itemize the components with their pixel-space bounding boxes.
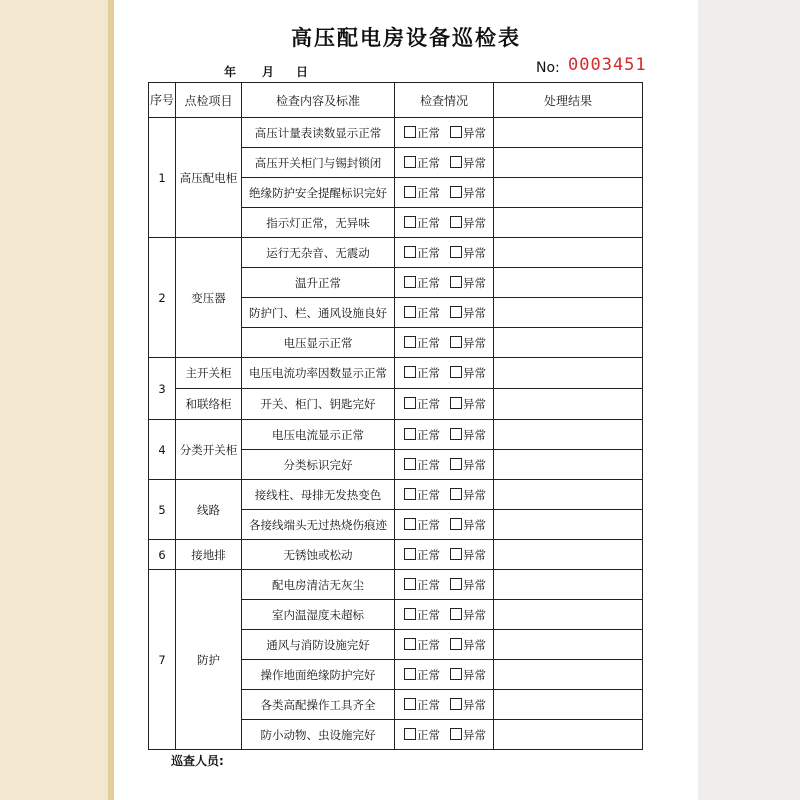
table-row <box>149 570 643 600</box>
abnormal-checkbox[interactable] <box>450 668 462 680</box>
result-cell[interactable] <box>494 420 643 450</box>
item-number: 7 <box>149 570 176 750</box>
abnormal-option[interactable] <box>450 365 486 381</box>
abnormal-option[interactable] <box>450 396 486 412</box>
normal-checkbox[interactable] <box>404 578 416 590</box>
check-content: 高压计量表读数显示正常 <box>242 118 395 148</box>
check-content: 配电房清洁无灰尘 <box>242 570 395 600</box>
normal-checkbox[interactable] <box>404 276 416 288</box>
normal-label: 正常 <box>417 667 440 682</box>
item-name: 接地排 <box>176 540 242 570</box>
normal-label: 正常 <box>417 366 440 380</box>
check-content: 绝缘防护安全提醒标识完好 <box>242 178 395 208</box>
normal-checkbox[interactable] <box>404 638 416 650</box>
header-item: 点检项目 <box>176 83 242 118</box>
abnormal-option[interactable] <box>450 517 486 533</box>
serial-no-label: No: <box>536 60 560 76</box>
normal-label: 正常 <box>417 487 440 502</box>
status-cell <box>395 148 494 178</box>
abnormal-label: 异常 <box>463 697 486 712</box>
normal-option[interactable] <box>404 727 440 743</box>
check-content: 开关、柜门、钥匙完好 <box>242 389 395 420</box>
abnormal-label: 异常 <box>463 727 486 742</box>
status-cell <box>395 238 494 268</box>
header-content: 检查内容及标准 <box>242 83 395 118</box>
normal-label: 正常 <box>417 245 440 260</box>
result-cell[interactable] <box>494 268 643 298</box>
abnormal-option[interactable] <box>450 427 486 443</box>
item-number: 5 <box>149 480 176 540</box>
abnormal-label: 异常 <box>463 185 486 200</box>
normal-label: 正常 <box>417 427 440 442</box>
check-content: 各接线端头无过热烧伤痕迹 <box>242 510 395 540</box>
table-row <box>149 480 643 510</box>
abnormal-option[interactable] <box>450 215 486 231</box>
normal-checkbox[interactable] <box>404 488 416 500</box>
normal-label: 正常 <box>417 185 440 200</box>
abnormal-checkbox[interactable] <box>450 728 462 740</box>
normal-label: 正常 <box>417 727 440 742</box>
item-number: 4 <box>149 420 176 480</box>
abnormal-label: 异常 <box>463 397 486 411</box>
normal-option[interactable] <box>404 697 440 713</box>
status-cell <box>395 118 494 148</box>
abnormal-option[interactable] <box>450 125 486 141</box>
abnormal-checkbox[interactable] <box>450 608 462 620</box>
normal-label: 正常 <box>417 697 440 712</box>
abnormal-label: 异常 <box>463 155 486 170</box>
status-cell <box>395 208 494 238</box>
header-seq: 序号 <box>149 83 176 118</box>
normal-label: 正常 <box>417 517 440 532</box>
status-cell <box>395 389 494 420</box>
item-name-top: 主开关柜 <box>176 358 241 389</box>
normal-option[interactable] <box>404 125 440 141</box>
check-content: 通风与消防设施完好 <box>242 630 395 660</box>
normal-label: 正常 <box>417 305 440 320</box>
check-content: 电压电流功率因数显示正常 <box>242 358 395 389</box>
abnormal-checkbox[interactable] <box>450 276 462 288</box>
abnormal-label: 异常 <box>463 547 486 562</box>
status-cell <box>395 298 494 328</box>
normal-checkbox[interactable] <box>404 458 416 470</box>
result-cell[interactable] <box>494 389 643 420</box>
abnormal-label: 异常 <box>463 335 486 350</box>
abnormal-checkbox[interactable] <box>450 156 462 168</box>
item-number: 3 <box>149 358 176 420</box>
check-content: 温升正常 <box>242 268 395 298</box>
normal-label: 正常 <box>417 637 440 652</box>
inspection-table <box>148 82 643 750</box>
abnormal-checkbox[interactable] <box>450 366 462 378</box>
check-content: 室内温湿度未超标 <box>242 600 395 630</box>
normal-checkbox[interactable] <box>404 366 416 378</box>
normal-checkbox[interactable] <box>404 668 416 680</box>
normal-checkbox[interactable] <box>404 156 416 168</box>
date-day-label: 日 <box>296 65 309 79</box>
result-cell[interactable] <box>494 118 643 148</box>
normal-checkbox[interactable] <box>404 246 416 258</box>
abnormal-checkbox[interactable] <box>450 397 462 409</box>
result-cell[interactable] <box>494 328 643 358</box>
item-name-bottom: 和联络柜 <box>185 397 232 411</box>
normal-option[interactable] <box>404 396 440 412</box>
abnormal-checkbox[interactable] <box>450 578 462 590</box>
abnormal-option[interactable] <box>450 245 486 261</box>
check-content: 防护门、栏、通风设施良好 <box>242 298 395 328</box>
normal-checkbox[interactable] <box>404 548 416 560</box>
table-row <box>149 540 643 570</box>
check-content: 操作地面绝缘防护完好 <box>242 660 395 690</box>
abnormal-option[interactable] <box>450 607 486 623</box>
result-cell[interactable] <box>494 450 643 480</box>
normal-checkbox[interactable] <box>404 397 416 409</box>
normal-label: 正常 <box>417 125 440 140</box>
item-name: 线路 <box>176 480 242 540</box>
abnormal-option[interactable] <box>450 667 486 683</box>
result-cell[interactable] <box>494 570 643 600</box>
abnormal-label: 异常 <box>463 667 486 682</box>
normal-option[interactable] <box>404 667 440 683</box>
item-number: 2 <box>149 238 176 358</box>
date-year-label: 年 <box>224 65 237 79</box>
abnormal-label: 异常 <box>463 457 486 472</box>
normal-option[interactable] <box>404 607 440 623</box>
abnormal-label: 异常 <box>463 125 486 140</box>
abnormal-option[interactable] <box>450 697 486 713</box>
result-cell[interactable] <box>494 720 643 750</box>
check-content: 指示灯正常，无异味 <box>242 208 395 238</box>
date-month-label: 月 <box>262 65 275 79</box>
status-cell <box>395 630 494 660</box>
abnormal-option[interactable] <box>450 185 486 201</box>
result-cell[interactable] <box>494 480 643 510</box>
result-cell[interactable] <box>494 630 643 660</box>
abnormal-label: 异常 <box>463 577 486 592</box>
abnormal-option[interactable] <box>450 577 486 593</box>
inspection-table-body <box>149 83 643 750</box>
abnormal-option[interactable] <box>450 487 486 503</box>
form-title: 高压配电房设备巡检表 <box>291 26 521 50</box>
status-cell <box>395 570 494 600</box>
abnormal-checkbox[interactable] <box>450 488 462 500</box>
result-cell[interactable] <box>494 660 643 690</box>
status-cell <box>395 540 494 570</box>
abnormal-label: 异常 <box>463 245 486 260</box>
yellow-carbon-sheet <box>0 0 122 800</box>
table-row <box>149 238 643 268</box>
normal-checkbox[interactable] <box>404 518 416 530</box>
normal-checkbox[interactable] <box>404 428 416 440</box>
status-cell <box>395 510 494 540</box>
normal-option[interactable] <box>404 245 440 261</box>
check-content: 各类高配操作工具齐全 <box>242 690 395 720</box>
normal-option[interactable] <box>404 365 440 381</box>
normal-label: 正常 <box>417 547 440 562</box>
abnormal-option[interactable] <box>450 637 486 653</box>
abnormal-checkbox[interactable] <box>450 698 462 710</box>
abnormal-checkbox[interactable] <box>450 428 462 440</box>
abnormal-option[interactable] <box>450 155 486 171</box>
status-cell <box>395 720 494 750</box>
normal-label: 正常 <box>417 215 440 230</box>
status-cell <box>395 450 494 480</box>
check-content: 无锈蚀或松动 <box>242 540 395 570</box>
result-cell[interactable] <box>494 208 643 238</box>
normal-label: 正常 <box>417 155 440 170</box>
item-number: 6 <box>149 540 176 570</box>
normal-checkbox[interactable] <box>404 186 416 198</box>
result-cell[interactable] <box>494 358 643 389</box>
normal-option[interactable] <box>404 155 440 171</box>
abnormal-checkbox[interactable] <box>450 306 462 318</box>
item-name: 高压配电柜 <box>176 118 242 238</box>
abnormal-checkbox[interactable] <box>450 548 462 560</box>
result-cell[interactable] <box>494 690 643 720</box>
abnormal-checkbox[interactable] <box>450 638 462 650</box>
normal-label: 正常 <box>417 457 440 472</box>
item-name: 防护 <box>176 570 242 750</box>
normal-option[interactable] <box>404 577 440 593</box>
normal-option[interactable] <box>404 487 440 503</box>
normal-option[interactable] <box>404 335 440 351</box>
normal-checkbox[interactable] <box>404 216 416 228</box>
normal-label: 正常 <box>417 335 440 350</box>
abnormal-checkbox[interactable] <box>450 518 462 530</box>
item-name: 分类开关柜 <box>176 420 242 480</box>
header-status: 检查情况 <box>395 83 494 118</box>
status-cell <box>395 178 494 208</box>
header-result: 处理结果 <box>494 83 643 118</box>
normal-label: 正常 <box>417 397 440 411</box>
result-cell[interactable] <box>494 298 643 328</box>
status-cell <box>395 600 494 630</box>
normal-option[interactable] <box>404 457 440 473</box>
result-cell[interactable] <box>494 540 643 570</box>
abnormal-checkbox[interactable] <box>450 126 462 138</box>
abnormal-option[interactable] <box>450 305 486 321</box>
abnormal-checkbox[interactable] <box>450 458 462 470</box>
result-cell[interactable] <box>494 510 643 540</box>
item-name-cell <box>176 358 242 420</box>
abnormal-label: 异常 <box>463 215 486 230</box>
status-cell <box>395 268 494 298</box>
normal-option[interactable] <box>404 637 440 653</box>
result-cell[interactable] <box>494 178 643 208</box>
result-cell[interactable] <box>494 238 643 268</box>
normal-option[interactable] <box>404 517 440 533</box>
normal-checkbox[interactable] <box>404 728 416 740</box>
item-name: 变压器 <box>176 238 242 358</box>
abnormal-option[interactable] <box>450 457 486 473</box>
normal-checkbox[interactable] <box>404 306 416 318</box>
abnormal-option[interactable] <box>450 335 486 351</box>
check-content: 电压显示正常 <box>242 328 395 358</box>
status-cell <box>395 480 494 510</box>
inspector-label: 巡查人员: <box>171 754 224 768</box>
normal-label: 正常 <box>417 275 440 290</box>
normal-option[interactable] <box>404 427 440 443</box>
background <box>698 0 800 800</box>
check-content: 运行无杂音、无震动 <box>242 238 395 268</box>
normal-option[interactable] <box>404 305 440 321</box>
abnormal-checkbox[interactable] <box>450 336 462 348</box>
status-cell <box>395 358 494 389</box>
normal-label: 正常 <box>417 607 440 622</box>
result-cell[interactable] <box>494 148 643 178</box>
normal-option[interactable] <box>404 547 440 563</box>
abnormal-option[interactable] <box>450 547 486 563</box>
normal-checkbox[interactable] <box>404 336 416 348</box>
result-cell[interactable] <box>494 600 643 630</box>
check-content: 高压开关柜门与锡封锁闭 <box>242 148 395 178</box>
status-cell <box>395 328 494 358</box>
abnormal-label: 异常 <box>463 607 486 622</box>
normal-checkbox[interactable] <box>404 698 416 710</box>
abnormal-label: 异常 <box>463 275 486 290</box>
table-row <box>149 420 643 450</box>
abnormal-checkbox[interactable] <box>450 216 462 228</box>
table-row <box>149 358 643 389</box>
abnormal-option[interactable] <box>450 275 486 291</box>
check-content: 分类标识完好 <box>242 450 395 480</box>
serial-number: 0003451 <box>568 55 647 75</box>
abnormal-label: 异常 <box>463 427 486 442</box>
abnormal-label: 异常 <box>463 305 486 320</box>
normal-option[interactable] <box>404 275 440 291</box>
item-number: 1 <box>149 118 176 238</box>
check-content: 接线柱、母排无发热变色 <box>242 480 395 510</box>
normal-option[interactable] <box>404 215 440 231</box>
normal-checkbox[interactable] <box>404 608 416 620</box>
abnormal-label: 异常 <box>463 517 486 532</box>
abnormal-label: 异常 <box>463 637 486 652</box>
status-cell <box>395 690 494 720</box>
abnormal-label: 异常 <box>463 366 486 380</box>
abnormal-option[interactable] <box>450 727 486 743</box>
abnormal-label: 异常 <box>463 487 486 502</box>
check-content: 防小动物、虫设施完好 <box>242 720 395 750</box>
abnormal-checkbox[interactable] <box>450 186 462 198</box>
abnormal-checkbox[interactable] <box>450 246 462 258</box>
status-cell <box>395 420 494 450</box>
normal-label: 正常 <box>417 577 440 592</box>
normal-checkbox[interactable] <box>404 126 416 138</box>
check-content: 电压电流显示正常 <box>242 420 395 450</box>
normal-option[interactable] <box>404 185 440 201</box>
table-row <box>149 118 643 148</box>
status-cell <box>395 660 494 690</box>
table-header-row <box>149 83 643 118</box>
